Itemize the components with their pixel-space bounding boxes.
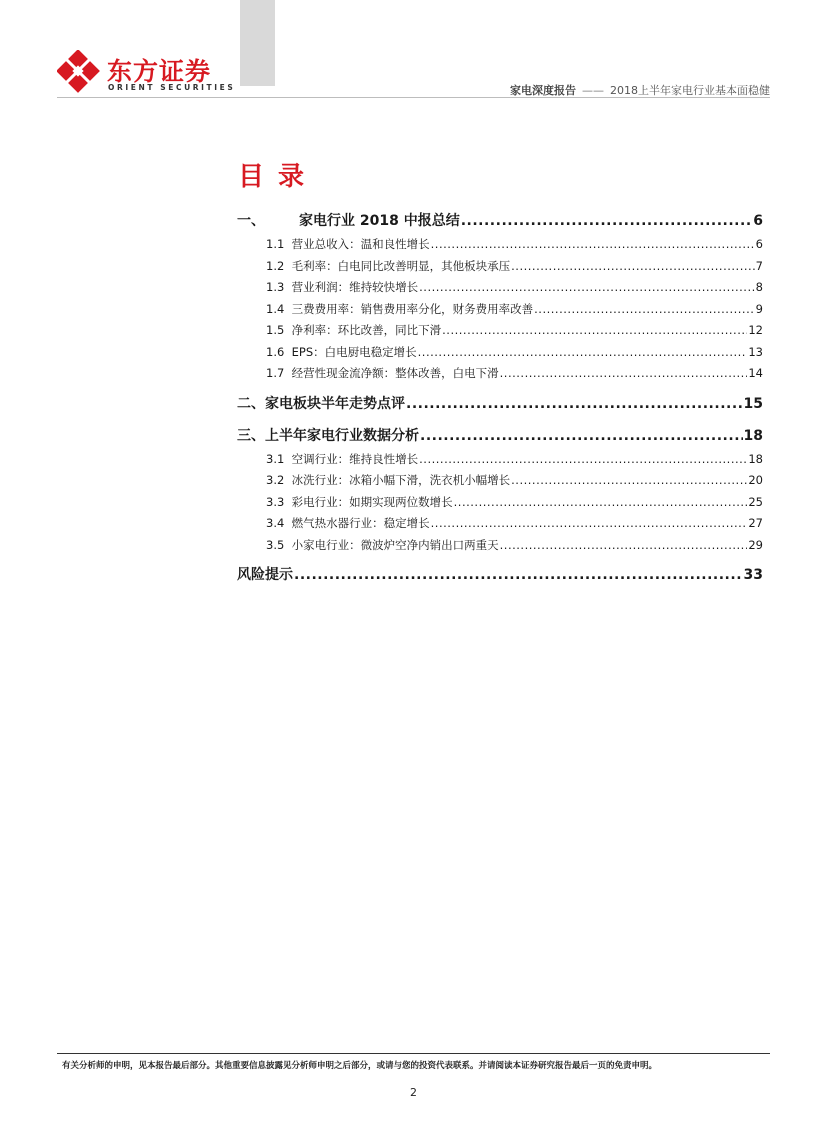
toc-entry[interactable]	[237, 449, 763, 471]
toc-entry-label: 上半年家电行业数据分析	[265, 427, 419, 444]
toc-entry-label: 燃气热水器行业：稳定增长	[291, 516, 430, 530]
toc-entry[interactable]	[237, 492, 763, 514]
toc-dot-leader	[431, 234, 755, 256]
toc-dot-leader	[461, 208, 753, 234]
toc-entry-label: 小家电行业：微波炉空净内销出口两重天	[291, 537, 499, 552]
toc-dot-leader	[534, 299, 755, 321]
toc-entry-label: 营业利润：维持较快增长	[291, 280, 419, 294]
toc-entry-page: 9	[755, 301, 763, 316]
logo-english-name: ORIENT SECURITIES	[108, 83, 236, 92]
page-number: 2	[410, 1086, 417, 1099]
toc-entry-number: 1.6	[266, 344, 285, 359]
toc-dot-leader	[511, 470, 747, 492]
toc-entry-number: 3.4	[266, 516, 285, 530]
toc-dot-leader	[511, 256, 755, 278]
toc-entry-number: 1.5	[266, 323, 285, 337]
toc-entry-page: 20	[748, 473, 763, 487]
toc-entry-label: 毛利率：白电同比改善明显，其他板块承压	[291, 258, 511, 273]
toc-entry[interactable]	[237, 299, 763, 321]
toc-entry-number: 1.2	[266, 258, 285, 273]
toc-title: 目录	[238, 162, 319, 192]
toc-entry-page: 8	[755, 280, 763, 294]
toc-dot-leader	[419, 277, 755, 299]
toc-entry[interactable]	[237, 391, 763, 417]
header-divider	[57, 97, 770, 98]
toc-entry[interactable]	[237, 234, 763, 256]
toc-entry-label: 家电板块半年走势点评	[265, 395, 405, 412]
toc-entry-page: 14	[748, 366, 763, 380]
company-logo	[57, 50, 247, 96]
toc-entry[interactable]	[237, 363, 763, 385]
toc-entry[interactable]	[237, 342, 763, 364]
table-of-contents	[237, 208, 763, 588]
toc-entry-label: 家电行业 2018 中报总结	[299, 213, 460, 229]
toc-entry-number: 3.3	[266, 494, 285, 509]
toc-dot-leader	[294, 562, 743, 588]
toc-entry-page: 15	[743, 395, 763, 412]
toc-entry[interactable]	[237, 423, 763, 449]
orient-logo-icon	[57, 50, 103, 96]
toc-entry[interactable]	[237, 562, 763, 588]
toc-entry-page: 25	[748, 494, 763, 509]
header-separator: ——	[582, 84, 604, 97]
toc-entry-label: 三费费用率：销售费用率分化，财务费用率改善	[291, 301, 534, 316]
toc-entry-label: 冰洗行业：冰箱小幅下滑，洗衣机小幅增长	[291, 473, 511, 487]
toc-entry-page: 13	[748, 344, 763, 359]
toc-entry[interactable]	[237, 535, 763, 557]
toc-dot-leader	[406, 391, 743, 417]
toc-entry-label: 空调行业：维持良性增长	[291, 451, 419, 466]
report-title: 2018上半年家电行业基本面稳健	[610, 84, 770, 97]
logo-chinese-name: 东方证券	[107, 57, 212, 86]
footer-divider	[57, 1053, 770, 1054]
toc-entry-number: 1.3	[266, 280, 285, 294]
footer-disclaimer: 有关分析师的申明，见本报告最后部分。其他重要信息披露见分析师申明之后部分，或请与您的投资代表联系。并请阅读本证券研究报告最后一页的免责申明。	[62, 1061, 658, 1071]
toc-entry-page: 6	[753, 213, 763, 229]
toc-entry-number: 1.7	[266, 366, 285, 380]
toc-entry[interactable]	[237, 470, 763, 492]
toc-entry-page: 7	[755, 258, 763, 273]
toc-dot-leader	[500, 535, 748, 557]
toc-entry-label: EPS：白电厨电稳定增长	[291, 344, 417, 359]
toc-dot-leader	[419, 449, 747, 471]
toc-entry-page: 18	[748, 451, 763, 466]
toc-dot-leader	[442, 320, 747, 342]
toc-entry-number: 三、	[237, 427, 265, 444]
toc-entry-number: 一、	[237, 213, 265, 229]
toc-entry-page: 29	[748, 537, 763, 552]
toc-entry-page: 18	[743, 427, 763, 444]
toc-entry-page: 33	[743, 567, 763, 583]
toc-entry-number: 1.4	[266, 301, 285, 316]
toc-dot-leader	[431, 513, 748, 535]
toc-dot-leader	[500, 363, 748, 385]
toc-dot-leader	[420, 423, 743, 449]
report-header-title	[510, 82, 770, 98]
toc-dot-leader	[454, 492, 748, 514]
toc-entry-number: 3.5	[266, 537, 285, 552]
toc-entry-label: 经营性现金流净额：整体改善，白电下滑	[291, 366, 499, 380]
toc-entry-number: 二、	[237, 395, 265, 412]
toc-entry-page: 27	[748, 516, 763, 530]
toc-entry[interactable]	[237, 277, 763, 299]
toc-entry-label: 风险提示	[237, 567, 293, 583]
toc-entry-label: 彩电行业：如期实现两位数增长	[291, 494, 453, 509]
toc-entry-number: 3.1	[266, 451, 285, 466]
toc-entry-label: 净利率：环比改善，同比下滑	[291, 323, 442, 337]
toc-dot-leader	[418, 342, 748, 364]
toc-entry[interactable]	[237, 208, 763, 234]
toc-entry[interactable]	[237, 320, 763, 342]
report-type: 家电深度报告	[510, 84, 576, 97]
toc-entry[interactable]	[237, 256, 763, 278]
toc-entry-page: 12	[748, 323, 763, 337]
toc-entry[interactable]	[237, 513, 763, 535]
toc-entry-label: 营业总收入：温和良性增长	[291, 237, 430, 251]
toc-entry-number: 3.2	[266, 473, 285, 487]
toc-entry-number: 1.1	[266, 237, 285, 251]
toc-entry-page: 6	[755, 237, 763, 251]
